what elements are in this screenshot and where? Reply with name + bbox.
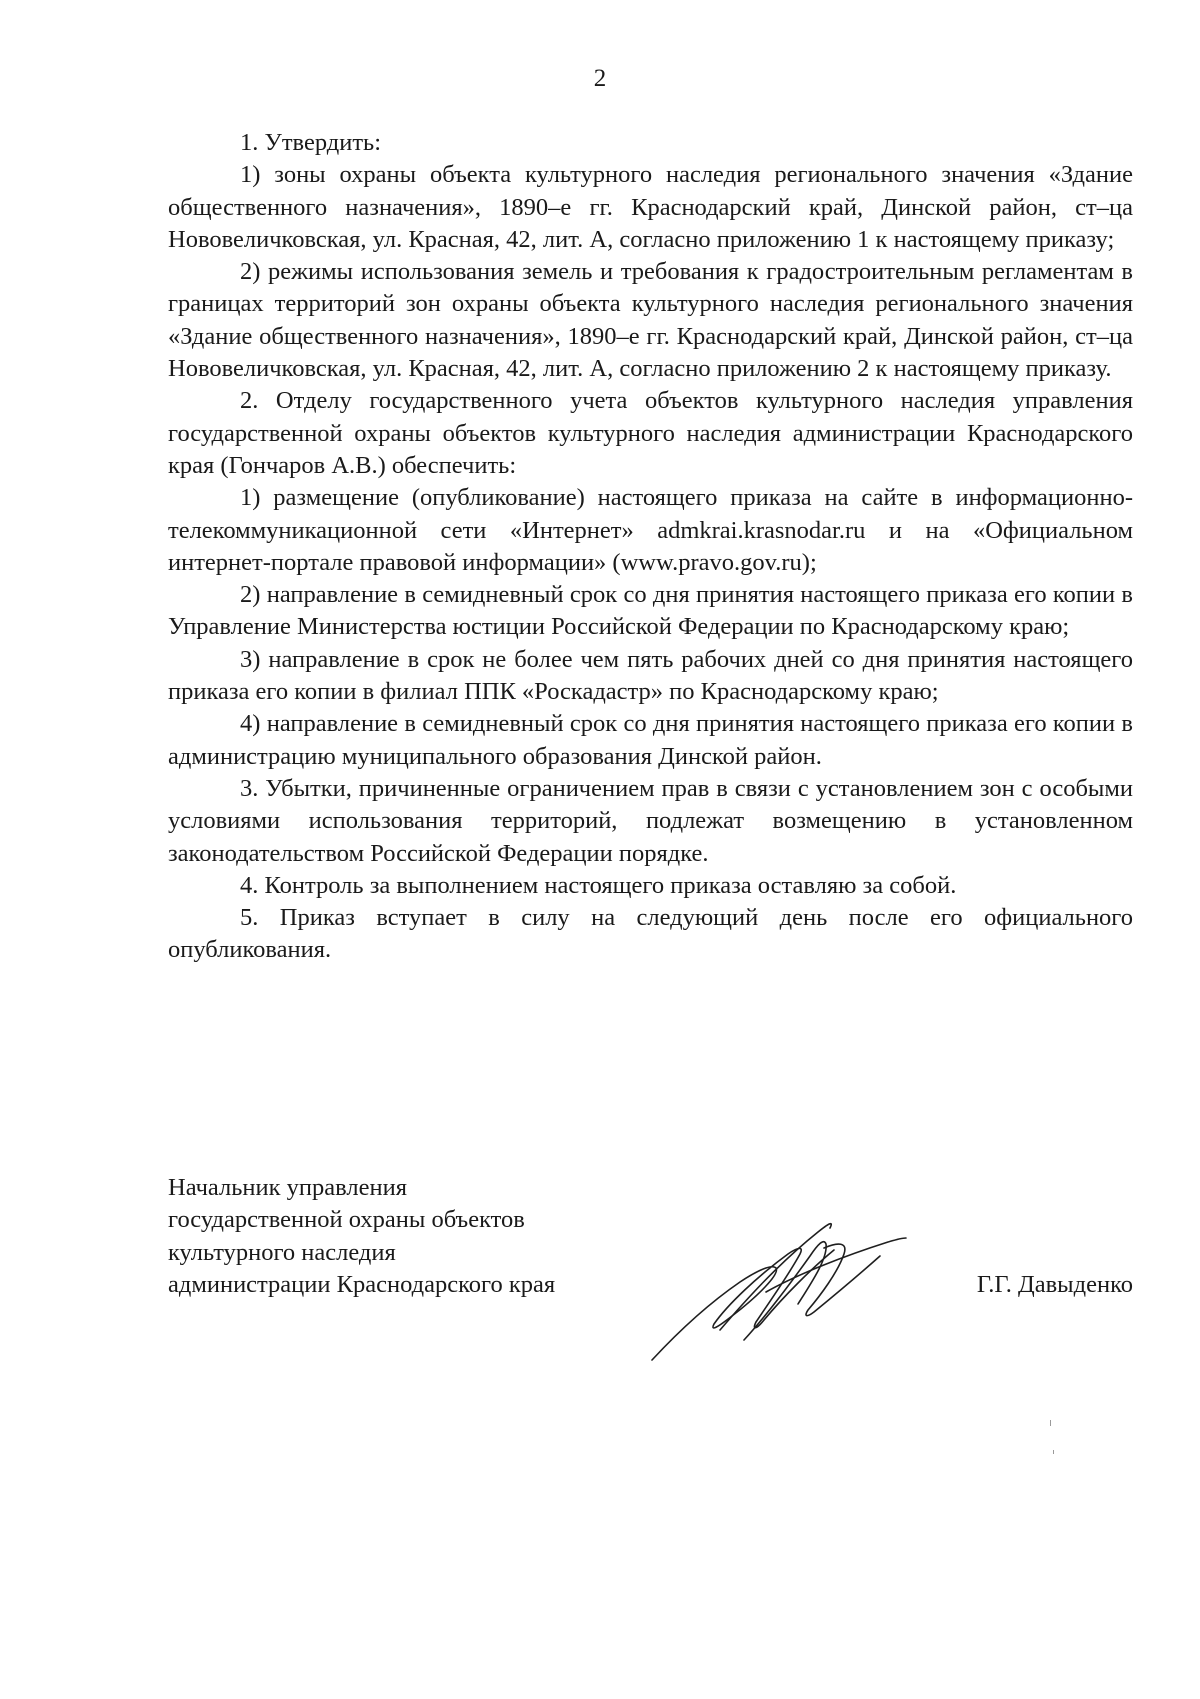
paragraph-publication: 1) размещение (опубликование) настоящего приказа на сайте в информационно-телекоммуникационной сети «Интернет» admkrai.krasnodar.ru и на «Официальном интернет-портале правовой информации» (www.pravo.gov.ru);	[168, 484, 1133, 576]
order-body	[168, 127, 1133, 967]
signer-position-line: культурного наследия	[168, 1238, 396, 1266]
paragraph-municipality: 4) направление в семидневный срок со дня принятия настоящего приказа его копии в администрацию муниципального образования Динской район.	[168, 710, 1133, 770]
signer-position	[168, 1172, 648, 1301]
signer-name: Г.Г. Давыденко	[976, 1271, 1133, 1298]
paragraph-department-instruction: 2. Отделу государственного учета объектов культурного наследия управления государственной охраны объектов культурного наследия администрации Краснодарского края (Гончаров А.В.) обеспечить:	[168, 387, 1133, 479]
handwritten-signature-icon	[648, 1212, 908, 1362]
signature-block	[168, 1172, 1133, 1352]
paragraph-losses: 3. Убытки, причиненные ограничением прав в связи с установлением зон с особыми условиями использования территорий, подлежат возмещению в установленном законодательством Российской Федерации порядке.	[168, 774, 1133, 867]
page-number: 2	[593, 65, 607, 92]
paragraph-protection-zones: 1) зоны охраны объекта культурного наследия регионального значения «Здание общественного назначения», 1890–е гг. Краснодарский край, Динской район, ст–ца Нововеличковская, ул. Красная, 42, лит. А, согласно приложению 1 к настоящему приказу;	[168, 161, 1133, 253]
paragraph-control: 4. Контроль за выполнением настоящего приказа оставляю за собой.	[240, 871, 957, 899]
paragraph-land-use-regimes: 2) режимы использования земель и требования к градостроительным регламентам в границах территорий зон охраны объекта культурного наследия регионального значения «Здание общественного назначения», 1890–е гг. Краснодарский край, Динской район, ст–ца Нововеличковская, ул. Красная, 42, лит. А, согласно приложению 2 к настоящему приказу.	[168, 258, 1133, 383]
paragraph-approve: 1. Утвердить:	[240, 129, 382, 156]
paragraph-entry-into-force: 5. Приказ вступает в силу на следующий день после его официального опубликования.	[168, 904, 1133, 964]
scan-speck	[1050, 1420, 1051, 1426]
paragraph-roskadastr: 3) направление в срок не более чем пять рабочих дней со дня принятия настоящего приказа его копии в филиал ППК «Роскадастр» по Краснодарскому краю;	[168, 645, 1133, 706]
signer-position-line: администрации Краснодарского края	[168, 1270, 556, 1298]
signer-position-line: Начальник управления	[168, 1174, 407, 1201]
paragraph-ministry-of-justice: 2) направление в семидневный срок со дня принятия настоящего приказа его копии в Управление Министерства юстиции Российской Федерации по Краснодарскому краю;	[168, 581, 1133, 641]
signer-position-line: государственной охраны объектов	[168, 1206, 525, 1234]
scan-speck	[1053, 1450, 1054, 1454]
